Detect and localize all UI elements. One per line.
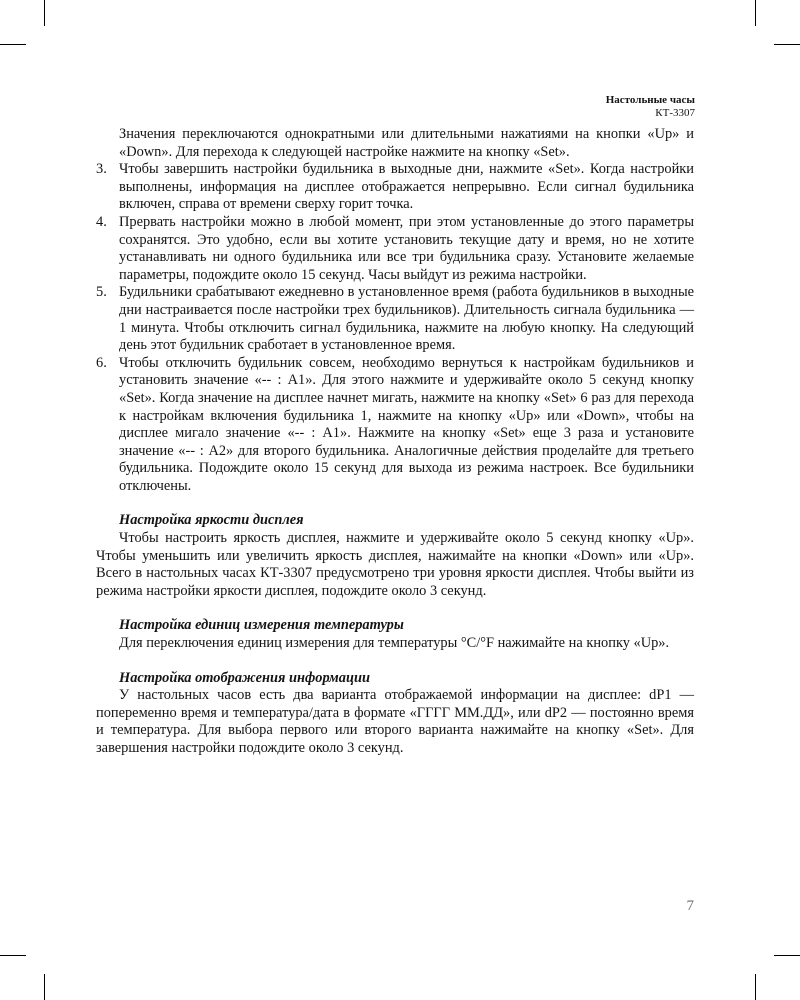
- list-item-number: 6.: [96, 354, 107, 371]
- list-item: [96, 161, 694, 214]
- section-paragraph: Чтобы настроить яркость дисплея, нажмите и удерживайте около 5 секунд кнопку «Up». Чтобы уменьшить или увеличить яркость дисплея, нажимайте на кнопки «Down» или «Up». Всего в настольных часах КТ-3307 предусмотрено три уровня яркости дисплея. Чтобы выйти из режима настройки яркости дисплея, подождите около 3 секунд.: [96, 530, 694, 599]
- running-head: [606, 94, 695, 120]
- crop-mark: [44, 974, 45, 1000]
- list-item-text: Прервать настройки можно в любой момент, при этом установленные до этого параметры сохранятся. Это удобно, если вы хотите установить текущие дату и время, но не хотите устанавливать ни одного будильника или все три будильника сразу. Установите желаемые параметры, подождите около 15 секунд. Часы выйдут из режима настройки.: [119, 213, 694, 283]
- section-heading: Настройка отображения информации: [119, 669, 370, 686]
- page-content: [96, 126, 694, 758]
- section-display-info: [96, 670, 694, 758]
- crop-mark: [0, 44, 26, 45]
- list-item-text: Будильники срабатывают ежедневно в установленное время (работа будильников в выходные дни настраивается после настройки трех будильников). Длительность сигнала будильника — 1 минута. Чтобы отключить сигнал будильника, нажмите на любую кнопку. На следующий день этот будильник сработает в установленное время.: [119, 284, 694, 354]
- list-item-text: Чтобы отключить будильник совсем, необходимо вернуться к настройкам будильников и установить значение «-- : A1». Для этого нажмите и удерживайте около 5 секунд кнопку «Set». Когда значение на дисплее начнет мигать, нажмите на кнопку «Set» 6 раз для перехода к настройкам включения будильника 1, нажмите на кнопку «Up» или «Down», чтобы на дисплее мигало значение «-- : A1». Нажмите на кнопку «Set» еще 3 раза и установите значение «-- : A2» для второго будильника. Аналогичные действия проделайте для третьего будильника. Подождите около 15 секунд для выхода из режима настроек. Все будильники отключены.: [119, 354, 694, 494]
- crop-mark: [0, 955, 26, 956]
- crop-mark: [44, 0, 45, 26]
- crop-mark: [755, 0, 756, 26]
- section-brightness: [96, 512, 694, 600]
- crop-mark: [774, 955, 800, 956]
- list-item-number: 3.: [96, 161, 107, 178]
- page-number: 7: [686, 898, 694, 914]
- list-item: [96, 355, 694, 496]
- section-paragraph: У настольных часов есть два варианта отображаемой информации на дисплее: dP1 — попеременно время и температура/дата в формате «ГГГГ ММ.ДД», или dP2 — постоянно время и температура. Для выбора первого или второго варианта нажимайте на кнопку «Set». Для завершения настройки подождите около 3 секунд.: [96, 687, 694, 756]
- list-item-text: Чтобы завершить настройки будильника в выходные дни, нажмите «Set». Когда настройки выполнены, информация на дисплее отображается непрерывно. Если сигнал будильника включен, справа от времени сверху горит точка.: [119, 161, 694, 213]
- crop-mark: [755, 974, 756, 1000]
- list-item-number: 4.: [96, 213, 107, 230]
- list-item: [96, 214, 694, 284]
- list-item: [96, 284, 694, 354]
- section-temperature-units: [96, 617, 694, 652]
- section-paragraph: Для переключения единиц измерения для температуры °C/°F нажимайте на кнопку «Up».: [119, 635, 670, 652]
- running-head-title: Настольные часы: [605, 94, 695, 106]
- steps-list: [96, 161, 694, 495]
- crop-mark: [774, 44, 800, 45]
- section-heading: Настройка единиц измерения температуры: [119, 617, 404, 634]
- running-head-model: КТ-3307: [655, 107, 695, 119]
- intro-paragraph: Значения переключаются однократными или длительными нажатиями на кнопки «Up» и «Down». Для перехода к следующей настройке нажмите на кнопку «Set».: [119, 126, 694, 160]
- list-item-number: 5.: [96, 284, 107, 301]
- section-heading: Настройка яркости дисплея: [119, 512, 304, 529]
